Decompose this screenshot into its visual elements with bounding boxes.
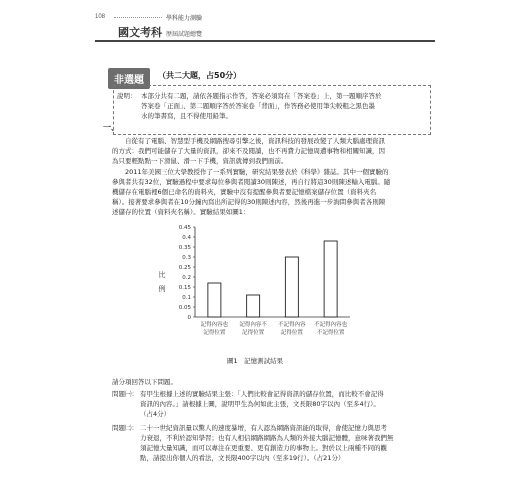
x-tick-label: 記得位置 (242, 330, 265, 336)
question-2-label: 問題㈡： (112, 424, 138, 432)
x-axis-labels (201, 320, 348, 336)
paragraph-line: 的方式：我們可能儲存了大量的資訊，卻來不及閱讀，也不再費力記憶周遭事物和相關知識，因 (112, 147, 385, 155)
x-tick-label: 記得位置 (280, 330, 303, 336)
logo-main: 國文考科 (118, 26, 162, 39)
x-tick-label: 不記得內容也 (314, 322, 348, 328)
bar (247, 295, 260, 317)
bar (285, 257, 298, 317)
question-1-label: 問題㈠： (112, 390, 138, 398)
page-number: 108 (95, 14, 106, 20)
question-line: 力衰退，不利於認知學習；也有人相信網路網路為人類的外接大腦記憶體，意味著我們無 (140, 434, 394, 442)
question-line: （占4分） (140, 410, 171, 418)
question-heading: 一、 (103, 123, 119, 132)
x-tick-label: 不記得位置 (316, 330, 345, 336)
question-line: 須記憶大量知識，而可以專注在更重要、更有創造力的事物上。對於以上兩種不同的觀 (140, 444, 387, 452)
section-label: 非選題 (108, 68, 150, 89)
paragraph-line: 2011年美國三位大學教授作了一系列實驗，研究結果發表於《科學》雜誌。其中一個實驗的 (112, 168, 389, 176)
y-axis-label: 比例 (158, 271, 166, 293)
y-tick-label: 0.1 (182, 295, 191, 301)
instructions-line: 水的筆書寫，且不得使用鉛筆。 (141, 112, 232, 120)
question-line: 二十一世紀資訊量以驚人的速度暴增，有人認為網路資訊能的取得，會使記憶力與思考 (140, 424, 387, 432)
section-subtitle: （共二大題，占50分） (158, 71, 242, 80)
paragraph-1 (112, 136, 438, 166)
x-tick-label: 不記得內容 (278, 322, 306, 328)
paragraph-line: 機儲存在電腦裡6個已命名的資料夾，實驗中沒有提醒參與者要記憶檔案儲存位置（資料夾名 (112, 188, 377, 196)
paragraph-line: 述儲存的位置（資料夾名稱）。實驗結果如圖1： (112, 208, 250, 216)
header-divider (114, 17, 162, 18)
y-tick-label: 0 (187, 315, 191, 321)
paragraph-line: 參與者共有32位，實驗過程中要求每位參與者閱讀30則陳述，再自行將這30則陳述輸入電腦。隨 (112, 178, 391, 186)
memory-test-chart (150, 222, 390, 357)
x-tick-label: 記得內容也 (200, 322, 229, 328)
bar (208, 283, 221, 317)
y-tick-label: 0.3 (182, 255, 191, 261)
paragraph-line: 稱）。接著要求參與者在10分鐘內寫出所記得的30則陳述內容，然後再進一步詢問參與者各則陳 (112, 198, 386, 206)
y-tick-label: 0.15 (178, 285, 191, 291)
x-tick-label: 記得位置 (203, 330, 226, 336)
instructions-line: 本部分共有二題，請依各題指示作答，答案必須寫在「答案卷」上，第一題順序答於 (141, 92, 382, 100)
y-tick-label: 0.4 (182, 235, 191, 241)
bars (208, 241, 337, 317)
question-1-text (140, 389, 384, 419)
header-rule (95, 40, 435, 42)
running-title: 學科能力測驗 (166, 15, 203, 22)
question-line: 有甲生根據上述的實驗結果主張：「人們比較會記得資訊的儲存位置，而比較不會記得 (140, 390, 384, 398)
question-2-text (140, 423, 394, 463)
y-tick-label: 0.25 (178, 265, 191, 271)
y-tick-label: 0.45 (178, 225, 191, 231)
y-tick-label: 0.2 (182, 275, 191, 281)
x-tick-label: 記得內容不 (239, 322, 267, 328)
instruction-text: 請分項回答以下問題。 (112, 378, 177, 386)
paragraph-line: 自從有了電腦、智慧型手機及網路搜尋引擎之後，資訊科技的發展改變了人類大腦處理資訊 (112, 137, 385, 145)
chart-caption: 圖1 記憶測試結果 (227, 357, 284, 365)
question-line: 點，請提出你個人的看法，文長限400字以內（至多19行）。（占21分） (140, 454, 345, 462)
bar (324, 241, 337, 317)
logo-subtitle: 歷屆試題總覽 (166, 31, 203, 38)
instructions-label: 說明： (117, 92, 137, 100)
paragraph-2 (112, 167, 438, 217)
paragraph-line: 為只要輕點點一下滑鼠、滑一下手機，資訊就傳到我們面前。 (112, 157, 288, 165)
question-line: 資訊的內容。」請根據上圖，說明甲生為何如此主張，文長限80字以內（至多4行）。 (140, 400, 380, 408)
y-tick-label: 0.05 (178, 305, 191, 311)
book-logo (118, 24, 202, 40)
y-tick-label: 0.35 (178, 245, 191, 251)
instructions-line: 答案卷「正面」、第二題順序答於答案卷「背面」，作答務必使用筆尖較粗之黑色墨 (141, 102, 375, 110)
instructions-text (141, 91, 425, 121)
